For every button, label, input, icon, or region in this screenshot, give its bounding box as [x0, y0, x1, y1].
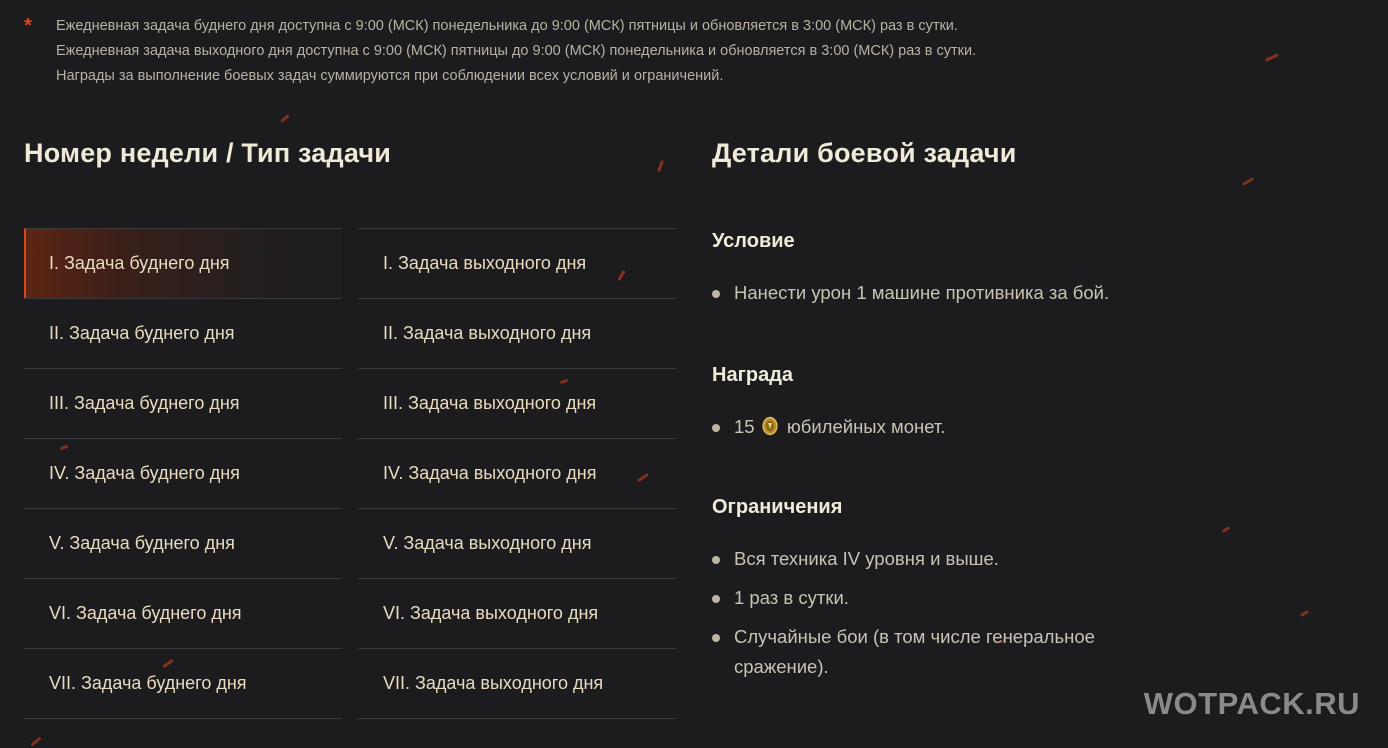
reward-amount: 15	[734, 416, 755, 437]
task-weekend-7[interactable]: VII. Задача выходного дня	[358, 648, 676, 719]
bullet-dot-icon	[712, 556, 720, 564]
condition-section	[712, 230, 1152, 308]
limit-text-battle-mode: Случайные бои (в том числе генеральное сражение).	[734, 626, 1095, 677]
task-weekday-2[interactable]: II. Задача буднего дня	[24, 298, 342, 368]
note-weekday-schedule: Ежедневная задача буднего дня доступна с 9:00 (МСК) понедельника до 9:00 (МСК) пятницы и обновляется в 3:00 (МСК) раз в сутки.	[56, 18, 958, 34]
notes-list	[56, 14, 1124, 89]
bullet-dot-icon	[712, 290, 720, 298]
condition-item	[712, 278, 1152, 308]
note-rewards-summary: Награды за выполнение боевых задач суммируются при соблюдении всех условий и ограничений.	[56, 68, 724, 84]
task-weekend-6[interactable]: VI. Задача выходного дня	[358, 578, 676, 648]
bullet-dot-icon	[712, 595, 720, 603]
limit-item	[712, 622, 1152, 682]
bullet-dot-icon	[712, 424, 720, 432]
task-weekend-1[interactable]: I. Задача выходного дня	[358, 228, 676, 298]
limits-list	[712, 544, 1152, 682]
task-weekday-7[interactable]: VII. Задача буднего дня	[24, 648, 342, 719]
watermark: WOTPACK.RU	[1143, 686, 1360, 721]
task-weekday-5[interactable]: V. Задача буднего дня	[24, 508, 342, 578]
asterisk-marker: *	[24, 15, 32, 37]
task-weekend-2[interactable]: II. Задача выходного дня	[358, 298, 676, 368]
condition-list	[712, 278, 1152, 308]
reward-item	[712, 412, 1152, 445]
task-weekend-3[interactable]: III. Задача выходного дня	[358, 368, 676, 438]
limit-item	[712, 583, 1152, 613]
limits-title: Ограничения	[712, 496, 843, 518]
task-weekday-4[interactable]: IV. Задача буднего дня	[24, 438, 342, 508]
note-weekend-schedule: Ежедневная задача выходного дня доступна с 9:00 (МСК) пятницы до 9:00 (МСК) понедельника и обновляется в 3:00 (МСК) раз в сутки.	[56, 43, 977, 59]
notes-block	[24, 14, 1124, 89]
task-weekday-3[interactable]: III. Задача буднего дня	[24, 368, 342, 438]
condition-title: Условие	[712, 230, 795, 252]
coin-icon	[761, 415, 779, 445]
reward-list	[712, 412, 1152, 445]
bullet-dot-icon	[712, 634, 720, 642]
condition-text: Нанести урон 1 машине противника за бой.	[734, 282, 1110, 303]
task-weekend-4[interactable]: IV. Задача выходного дня	[358, 438, 676, 508]
reward-text: юбилейных монет.	[786, 416, 946, 437]
limit-text-frequency: 1 раз в сутки.	[734, 587, 849, 608]
reward-title: Награда	[712, 364, 794, 386]
task-weekday-6[interactable]: VI. Задача буднего дня	[24, 578, 342, 648]
tasks-heading: Номер недели / Тип задачи	[24, 138, 392, 168]
tasks-grid	[24, 228, 676, 719]
details-heading: Детали боевой задачи	[712, 138, 1017, 168]
limit-item	[712, 544, 1152, 574]
limits-section	[712, 496, 1152, 691]
limit-text-tier: Вся техника IV уровня и выше.	[734, 548, 999, 569]
task-weekend-5[interactable]: V. Задача выходного дня	[358, 508, 676, 578]
task-weekday-1[interactable]: I. Задача буднего дня	[24, 228, 342, 298]
reward-section	[712, 364, 1152, 445]
